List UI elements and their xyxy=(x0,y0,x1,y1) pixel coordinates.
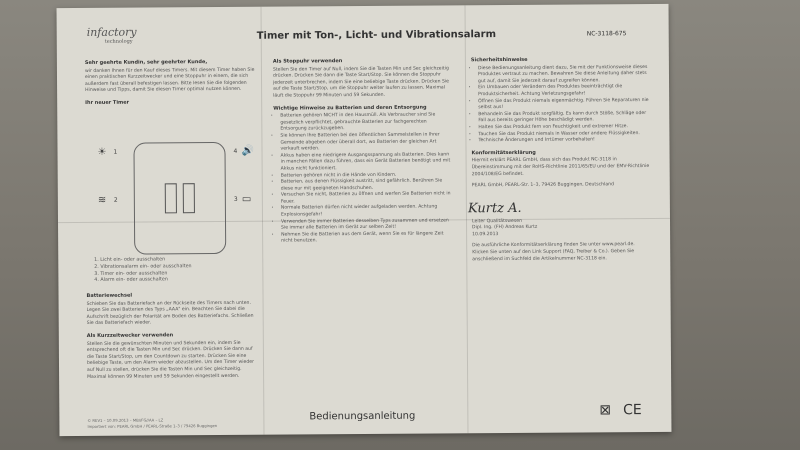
legend-item: 4. Alarm ein- oder ausschalten xyxy=(100,278,191,285)
diagram-label: Ihr neuer Timer xyxy=(85,99,130,106)
signature: Kurtz A. xyxy=(467,200,522,217)
signer-block xyxy=(472,218,652,239)
warning-item: • Verwenden Sie immer Batterien desselben Typs zusammen und ersetzen Sie immer alle Batterien im Gerät zur selben Zeit! xyxy=(281,218,454,232)
warning-item: • Akkus haben eine niedrigere Ausgangsspannung als Batterien. Dies kann in manchen Fällen dazu führen, dass ein Gerät Batterien benötigt und mit Akkus nicht funktioniert. xyxy=(281,152,454,173)
battery-text: Schieben Sie das Batteriefach an der Rückseite des Timers nach unten. Legen Sie zwei Batterien des Typs „AAA" ein. Beachten Sie dabei die Aufschrift bezüglich der Polarität am Boden des Batteriefachs. Schließen Sie das Batteriefach wieder. xyxy=(86,300,254,327)
speaker-icon: 🔊 xyxy=(241,145,255,157)
vibration-icon: ≋ xyxy=(97,194,107,206)
footer-line: © REV1 – 10.09.2013 – MB//FG//AA – LZ xyxy=(87,417,164,423)
warning-item: • Sie können Ihre Batterien bei den öffentlichen Sammelstellen in Ihrer Gemeinde abgeben oder überall dort, wo Batterien der gleichen Art verkauft werden. xyxy=(280,132,453,153)
battery-small-icon: ▭ xyxy=(241,193,252,205)
warning-item: • Normale Batterien dürfen nicht wieder aufgeladen werden. Achtung Explosionsgefahr! xyxy=(281,205,454,219)
timer-device-outline xyxy=(133,142,226,255)
column-2 xyxy=(273,57,454,250)
legend-item: 3. Timer ein- oder ausschalten xyxy=(100,271,191,278)
timer-diagram xyxy=(85,132,255,253)
intro-text: wir danken Ihnen für den Kauf dieses Timers. Mit diesem Timer haben Sie einen praktischen Kurzzeitwecker und eine Stoppuhr in einem, die sich außerdem fast überall befestigen lassen. Bitte lesen Sie die folgenden Hinweise und Tipps, damit Sie diesen Timer optimal nutzen können. xyxy=(84,67,255,94)
compliance-marks xyxy=(599,402,641,418)
safety-item: • Öffnen Sie das Produkt niemals eigenmächtig. Führen Sie Reparaturen nie selbst aus! xyxy=(478,98,651,112)
conformity-heading: Konformitätserklärung xyxy=(471,149,536,156)
signer-date: 10.09.2013 xyxy=(472,231,499,238)
declaration-text: Die ausführliche Konformitätserklärung finden Sie unter www.pearl.de. Klicken Sie unten auf den Link Support (FAQ, Treiber & Co.). Geben Sie anschließend im Suchfeld die Artikelnummer NC-3118 ein. xyxy=(472,242,635,262)
logo-sub: technology xyxy=(104,38,133,45)
warning-item: • Batterien gehören NICHT in den Hausmüll. Als Verbraucher sind Sie gesetzlich verpflichtet, gebrauchte Batterien zur fachgerechten Entsorgung zurückzugeben. xyxy=(280,113,453,134)
brand-logo xyxy=(87,26,137,45)
battery-heading: Batteriewechsel xyxy=(86,292,133,299)
callout-3: 3 xyxy=(233,195,238,203)
safety-item: • Halten Sie das Produkt fern von Feuchtigkeit und extremer Hitze. xyxy=(478,124,651,132)
battery-icon xyxy=(183,183,195,213)
warning-item: • Batterien gehören nicht in die Hände von Kindern. xyxy=(281,172,454,180)
footer-imprint xyxy=(87,417,217,429)
safety-item: • Diese Bedienungsanleitung dient dazu, Sie mit der Funktionsweise dieses Produktes vertraut zu machen. Bewahren Sie diese Anleitung daher stets gut auf, damit Sie jederzeit darauf zugreifen können. xyxy=(478,65,651,86)
safety-item: • Ein Umbauen oder Verändern des Produktes beeinträchtigt die Produktsicherheit. Achtung Verletzungsgefahr! xyxy=(478,84,651,98)
battery-warning-heading: Wichtige Hinweise zu Batterien und deren Entsorgung xyxy=(273,104,427,112)
countdown-text: Stellen Sie die gewünschten Minuten und Sekunden ein, indem Sie entsprechend oft die Tasten Min und Sec drücken. Drücken Sie dann auf die Taste Start/Stop, um den Countdown zu starten. Drücken Sie eine beliebige Taste, um den Alarm wieder abzustellen. Um den Timer wieder auf Null zu stellen, drücken Sie die Tasten Min und Sec gleichzeitig. Maximal können 99 Minuten und 59 Sekunden eingestellt werden. xyxy=(86,340,254,380)
ce-mark: CE xyxy=(623,402,642,419)
callout-2: 2 xyxy=(113,196,118,204)
stopwatch-text: Stellen Sie den Timer auf Null, indem Sie die Tasten Min und Sec gleichzeitig drücken. Drücken Sie dann die Taste Start/Stop. Sie können die Stoppuhr jederzeit unterbrechen, indem Sie eine beliebige Taste drücken. Drücken Sie auf die Taste Start/Stop, um die Stoppuhr weiter laufen zu lassen. Maximal läuft die Stoppuhr 99 Minuten und 59 Sekunden. xyxy=(272,65,450,99)
column-3 xyxy=(471,56,652,269)
logo-text: infactory xyxy=(86,25,137,39)
safety-item: • Behandeln Sie das Produkt sorgfältig. Es kann durch Stöße, Schläge oder Fall aus bereits geringer Höhe beschädigt werden. xyxy=(478,111,651,125)
callout-4: 4 xyxy=(233,147,238,155)
countdown-heading: Als Kurzzeitwecker verwenden xyxy=(86,332,174,339)
signer-title: Leiter Qualitätswesen xyxy=(471,218,523,224)
weee-bin-icon: ⊠ xyxy=(599,402,612,419)
warning-item: • Versuchen Sie nicht, Batterien zu öffnen und werfen Sie Batterien nicht in Feuer. xyxy=(281,192,454,206)
greeting: Sehr geehrte Kundin, sehr geehrter Kunde, xyxy=(84,59,208,66)
callout-1: 1 xyxy=(113,148,118,156)
company-address: PEARL GmbH, PEARL-Str. 1–3, 79426 Buggingen, Deutschland xyxy=(471,182,614,189)
column-1-bottom xyxy=(87,292,258,386)
battery-icon xyxy=(165,183,177,213)
stopwatch-heading: Als Stoppuhr verwenden xyxy=(272,58,343,65)
safety-item: • Technische Änderungen und Irrtümer vorbehalten! xyxy=(478,137,651,145)
warning-item: • Nehmen Sie die Batterien aus dem Gerät, wenn Sie es für längere Zeit nicht benutzen. xyxy=(281,231,454,245)
footer-line: Importiert von: PEARL GmbH / PEARL-Straße 1–3 / 79426 Buggingen xyxy=(87,422,218,429)
safety-heading: Sicherheitshinweise xyxy=(470,56,528,64)
legend xyxy=(90,257,191,285)
article-number: NC-3118-675 xyxy=(586,30,627,38)
footer-title: Bedienungsanleitung xyxy=(309,410,416,423)
warning-item: • Batterien, aus denen Flüssigkeit austritt, sind gefährlich. Berühren Sie diese nur mit geeigneten Handschuhen. xyxy=(281,178,454,192)
conformity-text: Hiermit erklärt PEARL GmbH, dass sich das Produkt NC-3118 in Übereinstimmung mit der RoHS-Richtlinie 2011/65/EU und der EMV-Richtlinie 2004/108/EG befindet. xyxy=(471,157,650,177)
legend-item: 1. Licht ein- oder ausschalten xyxy=(100,257,191,264)
light-bulb-icon: ☀ xyxy=(97,146,107,158)
safety-item: • Tauchen Sie das Produkt niemals in Wasser oder andere Flüssigkeiten. xyxy=(478,131,651,139)
column-1 xyxy=(85,59,255,109)
signer-name: Dipl. Ing. (FH) Andreas Kurtz xyxy=(472,225,538,231)
legend-item: 2. Vibrationsalarm ein- oder ausschalten xyxy=(100,264,191,271)
instruction-sheet xyxy=(57,4,672,436)
document-title: Timer mit Ton-, Licht- und Vibrationsalarm xyxy=(256,29,497,42)
